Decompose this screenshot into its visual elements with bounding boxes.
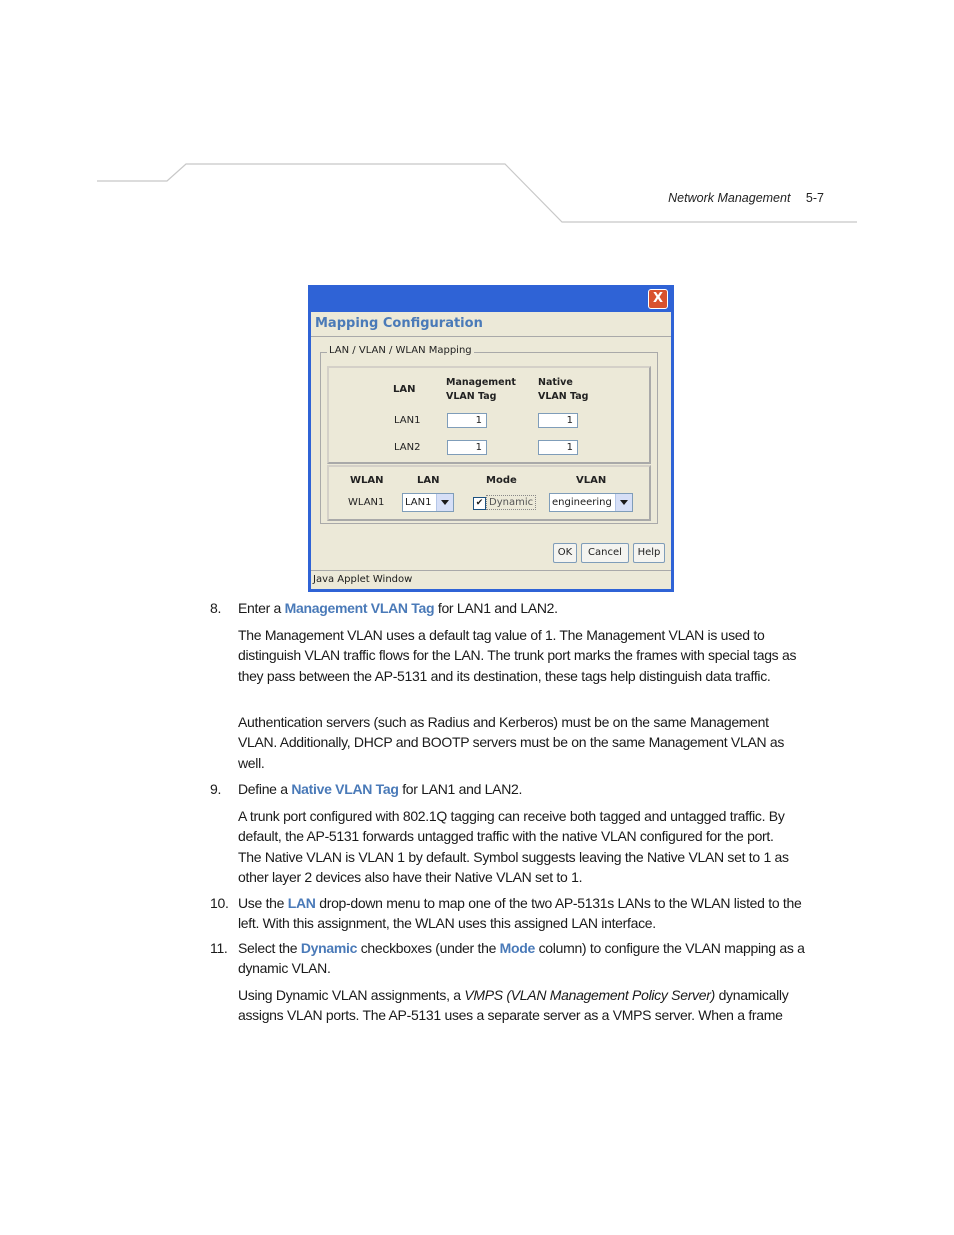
- col-mgmt-1: Management: [446, 377, 516, 388]
- keyword: Mode: [499, 940, 536, 956]
- section-title: Network Management: [668, 191, 791, 205]
- step-number: 10.: [210, 895, 229, 911]
- col-lan: LAN: [393, 384, 416, 395]
- mgmt-vlan-tag-input[interactable]: 1: [447, 440, 487, 455]
- chevron-down-icon[interactable]: [436, 494, 453, 511]
- col-vlan: VLAN: [576, 475, 607, 486]
- step-number: 9.: [210, 781, 222, 797]
- group-legend: LAN / VLAN / WLAN Mapping: [329, 345, 472, 356]
- page-number: 5-7: [805, 191, 824, 205]
- mapping-config-dialog: [308, 285, 674, 592]
- mgmt-vlan-tag-input[interactable]: 1: [447, 413, 487, 428]
- col-native-1: Native: [538, 377, 573, 388]
- keyword: Management VLAN Tag: [284, 600, 435, 616]
- dialog-heading: Mapping Configuration: [311, 312, 671, 337]
- col-mgmt-2: VLAN Tag: [446, 391, 497, 402]
- dialog-titlebar: [311, 285, 671, 312]
- col-mode: Mode: [486, 475, 517, 486]
- wlan-panel: [327, 465, 651, 521]
- dynamic-checkbox-label[interactable]: Dynamic: [486, 495, 536, 510]
- step-number: 11.: [210, 940, 228, 956]
- lan-dropdown[interactable]: [402, 493, 454, 512]
- row-lan-label: LAN1: [394, 415, 421, 426]
- emphasis: VMPS (VLAN Management Policy Server): [464, 987, 715, 1003]
- paragraph: A trunk port configured with 802.1Q tagging can receive both tagged and untagged traffic. By default, the AP-5131 forwards untagged traffic with the native VLAN configured for the port. The Native VLAN is VLAN 1 by default. Symbol suggests leaving the Native VLAN set to 1 as other layer 2 devices also have their Native VLAN set to 1.: [238, 808, 789, 885]
- native-vlan-tag-input[interactable]: 1: [538, 440, 578, 455]
- step-text: Define a Native VLAN Tag for LAN1 and LAN2.: [238, 781, 523, 797]
- chevron-down-icon[interactable]: [615, 494, 632, 511]
- paragraph: Using Dynamic VLAN assignments, a VMPS (VLAN Management Policy Server) dynamically assigns VLAN ports. The AP-5131 uses a separate server as a VMPS server. When a frame: [238, 987, 789, 1024]
- step-text: Use the LAN drop-down menu to map one of the two AP-5131s LANs to the WLAN listed to the left. With this assignment, the WLAN uses this assigned LAN interface.: [238, 895, 802, 932]
- paragraph: The Management VLAN uses a default tag value of 1. The Management VLAN is used to distinguish VLAN traffic flows for the LAN. The trunk port marks the frames with special tags as they pass between the AP-5131 and its destination, these tags help distinguish data traffic.: [238, 627, 797, 684]
- paragraph: Authentication servers (such as Radius and Kerberos) must be on the same Management VLAN. Additionally, DHCP and BOOTP servers must be on the same Management VLAN as well.: [238, 714, 785, 771]
- cancel-button[interactable]: Cancel: [581, 543, 629, 563]
- mapping-group: [320, 345, 658, 524]
- lan-vlan-panel: [327, 366, 651, 464]
- row-lan-label: LAN2: [394, 442, 421, 453]
- help-button[interactable]: Help: [633, 543, 665, 563]
- dialog-body: [311, 312, 671, 589]
- status-bar: Java Applet Window: [311, 570, 671, 589]
- native-vlan-tag-input[interactable]: 1: [538, 413, 578, 428]
- ok-button[interactable]: OK: [553, 543, 577, 563]
- step-number: 8.: [210, 600, 222, 616]
- keyword: Dynamic: [300, 940, 358, 956]
- dynamic-checkbox[interactable]: ✔: [473, 497, 486, 510]
- vlan-dropdown[interactable]: [549, 493, 633, 512]
- running-head: [668, 191, 824, 205]
- col-lan: LAN: [417, 475, 440, 486]
- step-text: Select the Dynamic checkboxes (under the Mode column) to configure the VLAN mapping as a dynamic VLAN.: [238, 940, 805, 977]
- keyword: Native VLAN Tag: [291, 781, 399, 797]
- close-icon[interactable]: X: [648, 289, 668, 309]
- step-text: Enter a Management VLAN Tag for LAN1 and LAN2.: [238, 600, 558, 616]
- lan-dropdown-value: LAN1: [405, 497, 432, 508]
- col-wlan: WLAN: [350, 475, 384, 486]
- wlan-label: WLAN1: [348, 497, 385, 508]
- col-native-2: VLAN Tag: [538, 391, 589, 402]
- vlan-dropdown-value: engineering: [552, 497, 612, 508]
- keyword: LAN: [287, 895, 316, 911]
